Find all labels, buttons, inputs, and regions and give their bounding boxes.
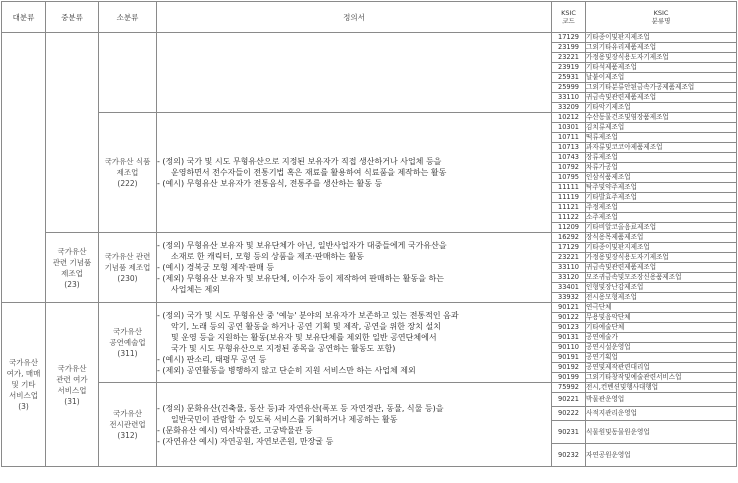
ksic-name: 공연예술가 (586, 333, 737, 343)
definition-line: - (예시) 무형유산 보유자가 전통음식, 전통주를 생산하는 활동 등 (157, 179, 383, 188)
ksic-code: 33209 (552, 103, 586, 113)
minor-222: 국가유산 식품 제조업 (222) (99, 113, 157, 233)
header-ksic-code: KSIC 코드 (552, 2, 586, 33)
ksic-name: 차류가공업 (586, 163, 737, 173)
header-minor: 소분류 (99, 2, 157, 33)
ksic-code: 11122 (552, 213, 586, 223)
ksic-code: 25999 (552, 83, 586, 93)
ksic-code: 10711 (552, 133, 586, 143)
ksic-name: 식물원및동물원운영업 (586, 421, 737, 444)
definition-line: 운영하면서 전수자들이 전통기법 혹은 재료를 활용하여 식료품을 제작하는 활동 (171, 168, 447, 177)
ksic-code: 23199 (552, 43, 586, 53)
minor-230: 국가유산 관련 기념품 제조업 (230) (99, 233, 157, 303)
major-3: 국가유산 여가, 매매 및 기타 서비스업 (3) (2, 303, 46, 467)
ksic-code: 90123 (552, 323, 586, 333)
ksic-name: 기타종이및판지제조업 (586, 243, 737, 253)
ksic-name: 김치류제조업 (586, 123, 737, 133)
ksic-name: 탁주및약주제조업 (586, 183, 737, 193)
ksic-name: 그외기타유리제품제조업 (586, 43, 737, 53)
ksic-name: 기타발효주제조업 (586, 193, 737, 203)
ksic-code: 10795 (552, 173, 586, 183)
table-row (2, 233, 737, 243)
definition-line: 및 운영 등을 지원하는 활동(보유자 및 보유단체를 제외한 일반 공연단체에서 (171, 332, 437, 342)
ksic-name: 기타악기제조업 (586, 103, 737, 113)
ksic-name: 과자류및코코아제품제조업 (586, 143, 737, 153)
ksic-name: 기타예술단체 (586, 323, 737, 333)
definition-line: - (예시) 판소리, 태평무 공연 등 (157, 354, 267, 364)
ksic-code: 23221 (552, 53, 586, 63)
ksic-code: 33932 (552, 293, 586, 303)
definition-line: 악기, 노래 등의 공연 활동을 하거나 공연 기획 및 제작, 공연을 위한 장치 설치 (171, 321, 441, 331)
classification-table (1, 1, 737, 467)
ksic-code: 16292 (552, 233, 586, 243)
ksic-code: 11121 (552, 203, 586, 213)
definition-line: - (예시) 경복궁 모형 제작·판매 등 (157, 263, 275, 272)
definition-line: - (문화유산 예시) 역사박물관, 고궁박물관 등 (157, 425, 313, 435)
ksic-name: 공연기획업 (586, 353, 737, 363)
ksic-code: 90191 (552, 353, 586, 363)
definition-line: 국가 및 시도 무형유산으로 지정된 종목을 공연하는 활동도 포함) (171, 343, 396, 353)
ksic-code: 23221 (552, 253, 586, 263)
middle-23: 국가유산 관련 기념품 제조업 (23) (46, 233, 99, 303)
ksic-name: 연극단체 (586, 303, 737, 313)
ksic-name: 떡류제조업 (586, 133, 737, 143)
ksic-code: 11209 (552, 223, 586, 233)
definition-line: - (자연유산 예시) 자연공원, 자연보존원, 만장굴 등 (157, 436, 334, 446)
definition-line: - (정의) 무형유산 보유자 및 보유단체가 아닌, 일반사업자가 대중들에게 국가유산을 (157, 241, 447, 250)
ksic-code: 17129 (552, 33, 586, 43)
major-cell-empty (2, 33, 46, 303)
ksic-code: 90122 (552, 313, 586, 323)
header-major: 대분류 (2, 2, 46, 33)
ksic-code: 33120 (552, 273, 586, 283)
ksic-name: 기타비알코올음료제조업 (586, 223, 737, 233)
table-row (2, 383, 737, 393)
definition-line: 소재로 한 캐릭터, 모형 등의 상품을 제조·판매하는 활동 (171, 252, 364, 261)
ksic-name: 귀금속및관련제품제조업 (586, 263, 737, 273)
ksic-code: 90110 (552, 343, 586, 353)
ksic-code: 90221 (552, 393, 586, 407)
header-ksic-name: KSIC 분류명 (586, 2, 737, 33)
ksic-code: 10792 (552, 163, 586, 173)
definition-line: - (정의) 국가 및 시도 무형유산으로 지정된 보유자가 직접 생산하거나 사업체 등을 (157, 157, 442, 166)
header-definition: 정의서 (157, 2, 552, 33)
ksic-code: 11111 (552, 183, 586, 193)
minor-cell-empty (99, 33, 157, 113)
definition-empty (157, 33, 552, 113)
ksic-name: 인삼식품제조업 (586, 173, 737, 183)
definition-line: 일반국민이 관람할 수 있도록 서비스를 기획하거나 제공하는 활동 (171, 414, 398, 424)
ksic-code: 23919 (552, 63, 586, 73)
ksic-code: 33110 (552, 263, 586, 273)
header-middle: 중분류 (46, 2, 99, 33)
ksic-code: 10301 (552, 123, 586, 133)
middle-31: 국가유산 관련 여가 서비스업 (31) (46, 303, 99, 467)
ksic-code: 90131 (552, 333, 586, 343)
definition-line: 사업체는 제외 (171, 285, 220, 294)
ksic-code: 10212 (552, 113, 586, 123)
ksic-name: 전시,컨벤션및행사대행업 (586, 383, 737, 393)
table-row (2, 113, 737, 123)
ksic-code: 33401 (552, 283, 586, 293)
ksic-name: 그외기타분류안된금속가공제품제조업 (586, 83, 737, 93)
ksic-name: 장식용목제품제조업 (586, 233, 737, 243)
ksic-name: 날붙이제조업 (586, 73, 737, 83)
definition-line: - (제외) 공연활동을 병행하지 않고 단순히 지원 서비스만 하는 사업체 제외 (157, 365, 416, 375)
ksic-name: 귀금속및관련제품제조업 (586, 93, 737, 103)
ksic-code: 90192 (552, 363, 586, 373)
header-row (2, 2, 737, 33)
definition-d222 (157, 113, 552, 233)
ksic-name: 그외기타창작및예술관련서비스업 (586, 373, 737, 383)
ksic-name: 사적지관리운영업 (586, 407, 737, 421)
ksic-name: 기타석제품제조업 (586, 63, 737, 73)
ksic-name: 자연공원운영업 (586, 444, 737, 467)
ksic-code: 10743 (552, 153, 586, 163)
ksic-name: 전시용모형제조업 (586, 293, 737, 303)
middle-cell-empty (46, 33, 99, 233)
ksic-name: 소주제조업 (586, 213, 737, 223)
definition-line: - (정의) 문화유산(건축물, 동산 등)과 자연유산(폭포 등 자연경관, 동물, 식물 등)을 (157, 403, 444, 413)
ksic-name: 장류제조업 (586, 153, 737, 163)
ksic-code: 25931 (552, 73, 586, 83)
ksic-code: 90222 (552, 407, 586, 421)
ksic-code: 11119 (552, 193, 586, 203)
ksic-code: 17129 (552, 243, 586, 253)
ksic-name: 인형및장난감제조업 (586, 283, 737, 293)
definition-d230 (157, 233, 552, 303)
ksic-code: 10713 (552, 143, 586, 153)
definition-d312 (157, 383, 552, 467)
ksic-name: 가정용및장식용도자기제조업 (586, 53, 737, 63)
definition-line: - (정의) 국가 및 시도 무형유산 중 '예능' 분야의 보유자가 보존하고 있는 전통적인 음과 (157, 310, 459, 320)
definition-line: - (제외) 무형유산 보유자 및 보유단체, 이수자 등이 제작하여 판매하는 활동을 하는 (157, 274, 444, 283)
ksic-name: 박물관운영업 (586, 393, 737, 407)
definition-d311 (157, 303, 552, 383)
ksic-name: 가정용및장식용도자기제조업 (586, 253, 737, 263)
ksic-code: 90121 (552, 303, 586, 313)
minor-312: 국가유산 전시관련업 (312) (99, 383, 157, 467)
ksic-name: 공연시설운영업 (586, 343, 737, 353)
ksic-name: 모조귀금속및모조장신용품제조업 (586, 273, 737, 283)
table-row (2, 33, 737, 43)
ksic-name: 주정제조업 (586, 203, 737, 213)
ksic-code: 90231 (552, 421, 586, 444)
ksic-code: 33110 (552, 93, 586, 103)
ksic-code: 75992 (552, 383, 586, 393)
ksic-code: 90232 (552, 444, 586, 467)
ksic-code: 90199 (552, 373, 586, 383)
ksic-name: 수산동물건조및염장품제조업 (586, 113, 737, 123)
table-row (2, 303, 737, 313)
ksic-name: 공연및제작관련대리업 (586, 363, 737, 373)
ksic-name: 기타종이및판지제조업 (586, 33, 737, 43)
minor-311: 국가유산 공연예술업 (311) (99, 303, 157, 383)
ksic-name: 무용및음악단체 (586, 313, 737, 323)
